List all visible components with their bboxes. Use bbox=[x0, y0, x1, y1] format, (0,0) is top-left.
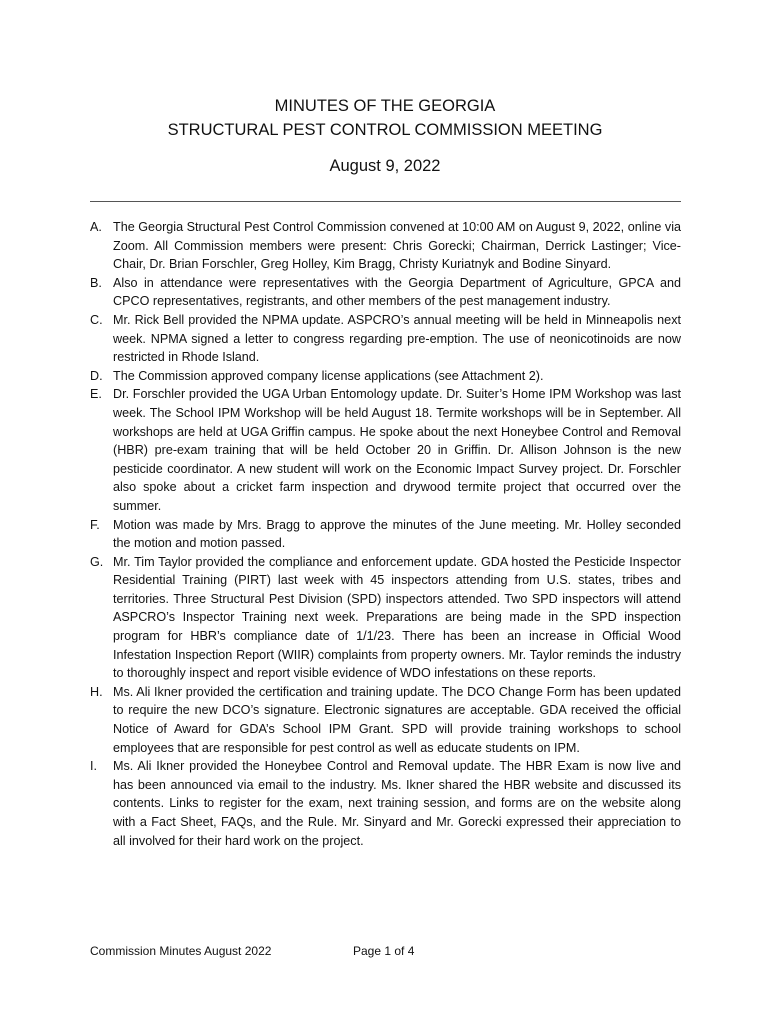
item-text: Dr. Forschler provided the UGA Urban Entomology update. Dr. Suiter’s Home IPM Workshop was last week. The School IPM Workshop will be held August 18. Termite workshops will be in September. All workshops are held at UGA Griffin campus. He spoke about the next Honeybee Control and Removal (HBR) pre-exam training that will be held October 20 in Griffin. Dr. Allison Johnson is the new pesticide coordinator. A new student will work on the Economic Impact Survey project. Dr. Forschler also spoke about a cricket farm inspection and drywood termite project that occurred over the summer. bbox=[113, 387, 681, 513]
item-text: The Georgia Structural Pest Control Commission convened at 10:00 AM on August 9, 2022, online via Zoom. All Commission members were present: Chris Gorecki; Chairman, Derrick Lastinger; Vice-Chair, Dr. Brian Forschler, Greg Holley, Kim Bragg, Christy Kuriatnyk and Bodine Sinyard. bbox=[113, 220, 681, 272]
list-item bbox=[90, 218, 681, 274]
item-text: Also in attendance were representatives with the Georgia Department of Agriculture, GPCA and CPCO representatives, registrants, and other members of the pest management industry. bbox=[113, 275, 681, 309]
list-item bbox=[90, 311, 681, 367]
title-block bbox=[90, 94, 680, 176]
title-line-1: MINUTES OF THE GEORGIA bbox=[274, 97, 496, 115]
item-letter: G. bbox=[90, 554, 104, 569]
minutes-list bbox=[90, 218, 681, 850]
item-letter: F. bbox=[90, 517, 100, 532]
item-text: Ms. Ali Ikner provided the certification and training update. The DCO Change Form has been updated to require the new DCO’s signature. Electronic signatures are acceptable. GDA received the official Notice of Award for GDA’s School IPM Grant. SPD will provide training workshops to school employees that are responsible for pest control as well as educate students on IPM. bbox=[113, 684, 681, 755]
item-letter: A. bbox=[90, 220, 102, 234]
footer-page-number: Page 1 of 4 bbox=[353, 944, 415, 958]
item-text: The Commission approved company license applications (see Attachment 2). bbox=[113, 368, 544, 383]
item-text: Mr. Rick Bell provided the NPMA update. ASPCRO’s annual meeting will be held in Minneapolis next week. NPMA signed a letter to congress regarding pre-emption. The use of neonicotinoids are now restricted in Rhode Island. bbox=[113, 312, 681, 365]
list-item bbox=[90, 553, 681, 683]
title-line-2: STRUCTURAL PEST CONTROL COMMISSION MEETING bbox=[167, 121, 603, 139]
list-item bbox=[90, 367, 681, 386]
list-item bbox=[90, 683, 681, 757]
list-item bbox=[90, 385, 681, 515]
item-text: Motion was made by Mrs. Bragg to approve the minutes of the June meeting. Mr. Holley seconded the motion and motion passed. bbox=[113, 517, 681, 551]
item-letter: B. bbox=[90, 275, 102, 290]
item-letter: E. bbox=[90, 387, 102, 402]
list-item bbox=[90, 274, 681, 311]
footer-doc-title: Commission Minutes August 2022 bbox=[90, 944, 272, 958]
horizontal-divider bbox=[90, 201, 681, 202]
item-letter: D. bbox=[90, 368, 103, 383]
item-text: Ms. Ali Ikner provided the Honeybee Control and Removal update. The HBR Exam is now live and has been announced via email to the industry. Ms. Ikner shared the HBR website and discussed its contents. Links to register for the exam, next training session, and forms are on the website along with a Fact Sheet, FAQs, and the Rule. Mr. Sinyard and Mr. Gorecki expressed their appreciation to all involved for their hard work on the project. bbox=[113, 759, 681, 848]
meeting-date: August 9, 2022 bbox=[329, 157, 441, 175]
item-letter: C. bbox=[90, 312, 103, 327]
item-letter: H. bbox=[90, 684, 103, 699]
list-item bbox=[90, 757, 681, 850]
list-item bbox=[90, 516, 681, 553]
item-text: Mr. Tim Taylor provided the compliance and enforcement update. GDA hosted the Pesticide Inspector Residential Training (PIRT) last week with 45 inspectors attending from U.S. states, tribes and territories. Three Structural Pest Division (SPD) inspectors attended. Two SPD inspectors will attend ASPCRO’s Inspector Training next week. Preparations are being made in the SPD inspection program for HBR’s compliance date of 1/1/23. There has been an increase in Official Wood Infestation Inspection Report (WIIR) complaints from property owners. Mr. Taylor reminds the industry to thoroughly inspect and report visible evidence of WDO infestations on these reports. bbox=[113, 554, 681, 681]
item-letter: I. bbox=[90, 759, 97, 774]
